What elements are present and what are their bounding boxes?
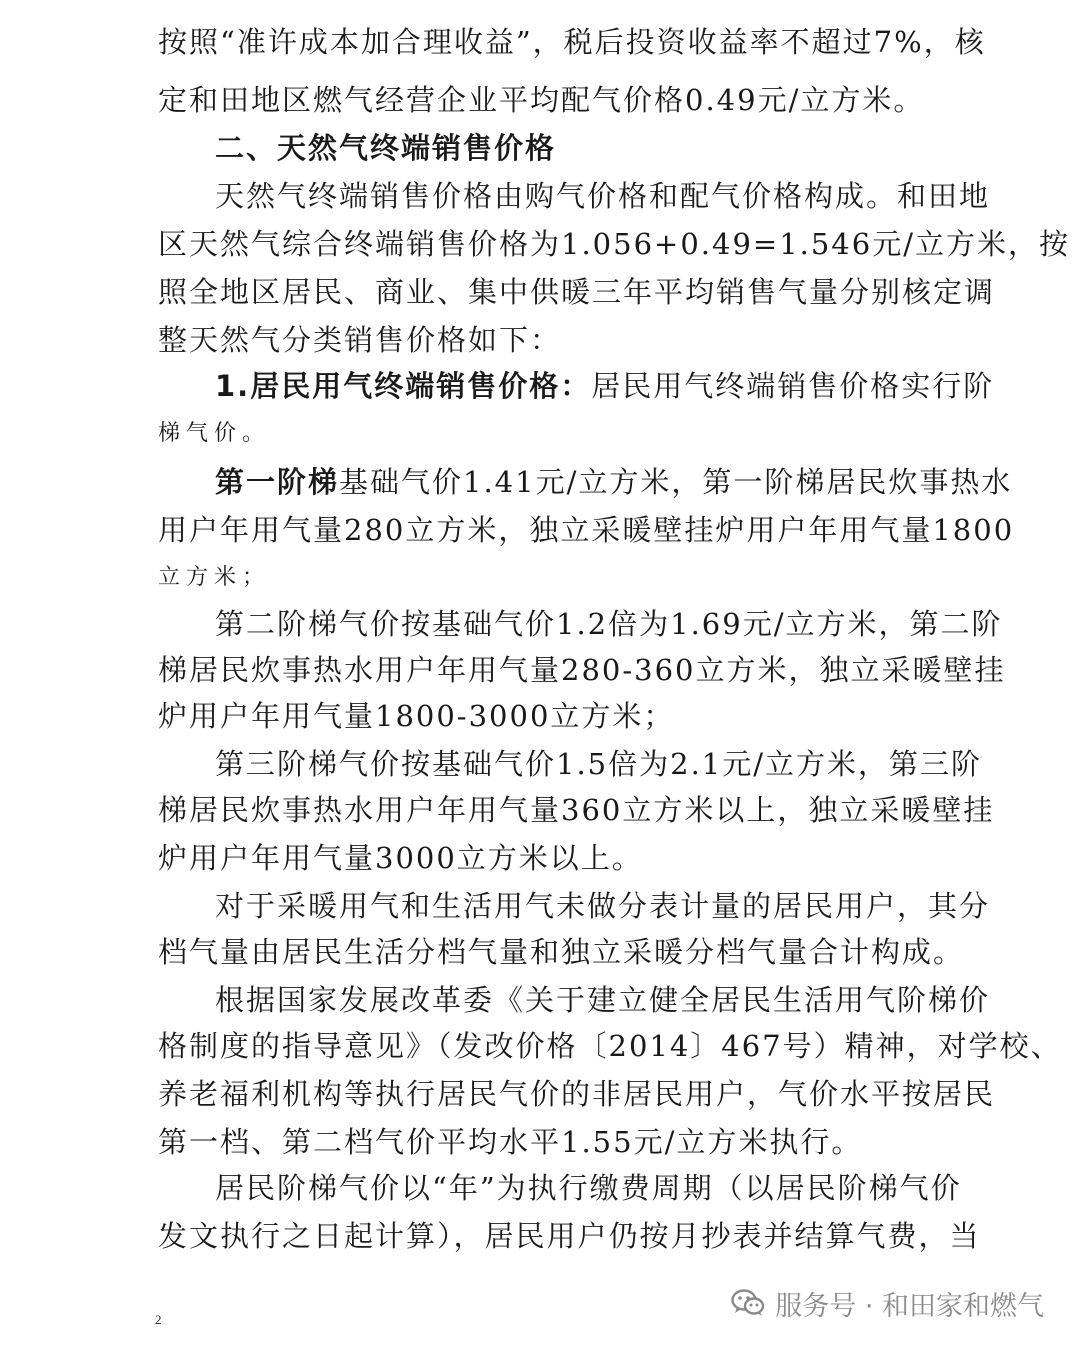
- wechat-icon: [731, 1288, 765, 1318]
- text-line: 根据国家发展改革委《关于建立健全居民生活用气阶梯价: [215, 983, 991, 1017]
- watermark: [731, 1283, 1044, 1323]
- text-line: 居民阶梯气价以“年”为执行缴费周期（以居民阶梯气价: [215, 1171, 962, 1205]
- text-line: 定和田地区燃气经营企业平均配气价格0.49元/立方米。: [158, 83, 925, 117]
- watermark-text: 服务号 · 和田家和燃气: [775, 1290, 1044, 1322]
- text-line: 炉用户年用气量3000立方米以上。: [158, 841, 643, 875]
- section-heading: 二、天然气终端销售价格: [215, 131, 557, 165]
- text-line: 第二阶梯气价按基础气价1.2倍为1.69元/立方米，第二阶: [215, 607, 1003, 641]
- text-line: 第三阶梯气价按基础气价1.5倍为2.1元/立方米，第三阶: [215, 747, 983, 781]
- text-line: 梯气价。: [158, 421, 271, 446]
- text-line: 整天然气分类销售价格如下：: [158, 323, 562, 357]
- text-line: 梯居民炊事热水用户年用气量360立方米以上，独立采暖壁挂: [158, 793, 995, 827]
- text-line: 格制度的指导意见》（发改价格〔2014〕467号）精神，对学校、: [158, 1029, 1062, 1063]
- text-line: 梯居民炊事热水用户年用气量280-360立方米，独立采暖壁挂: [158, 653, 1006, 687]
- text-line: 用户年用气量280立方米，独立采暖壁挂炉用户年用气量1800: [158, 513, 1015, 547]
- tier-one-text: 基础气价1.41元/立方米，第一阶梯居民炊事热水: [339, 465, 1013, 499]
- page-number: 2: [155, 1312, 162, 1327]
- subsection-line: [215, 366, 994, 406]
- text-line: 天然气终端销售价格由购气价格和配气价格构成。和田地: [215, 179, 991, 213]
- text-line: 炉用户年用气量1800-3000立方米；: [158, 699, 675, 733]
- text-line: 对于采暖用气和生活用气未做分表计量的居民用户，其分: [215, 889, 991, 923]
- text-line: 照全地区居民、商业、集中供暖三年平均销售气量分别核定调: [158, 275, 996, 309]
- text-line: 立方米；: [158, 565, 271, 590]
- subsection-heading: 1.居民用气终端销售价格：: [215, 369, 592, 403]
- text-line: 发文执行之日起计算），居民用户仍按月抄表并结算气费，当: [158, 1219, 981, 1253]
- subsection-text: 居民用气终端销售价格实行阶: [591, 369, 995, 403]
- text-line: 第一档、第二档气价平均水平1.55元/立方米执行。: [158, 1125, 863, 1159]
- tier-line: [215, 462, 1012, 502]
- tier-one-label: 第一阶梯: [215, 465, 340, 499]
- text-line: 档气量由居民生活分档气量和独立采暖分档气量合计构成。: [158, 935, 965, 969]
- text-line: 养老福利机构等执行居民气价的非居民用户，气价水平按居民: [158, 1077, 996, 1111]
- text-line: 按照“准许成本加合理收益”，税后投资收益率不超过7%，核: [158, 25, 986, 59]
- text-line: 区天然气综合终端销售价格为1.056+0.49=1.546元/立方米，按: [158, 227, 1070, 261]
